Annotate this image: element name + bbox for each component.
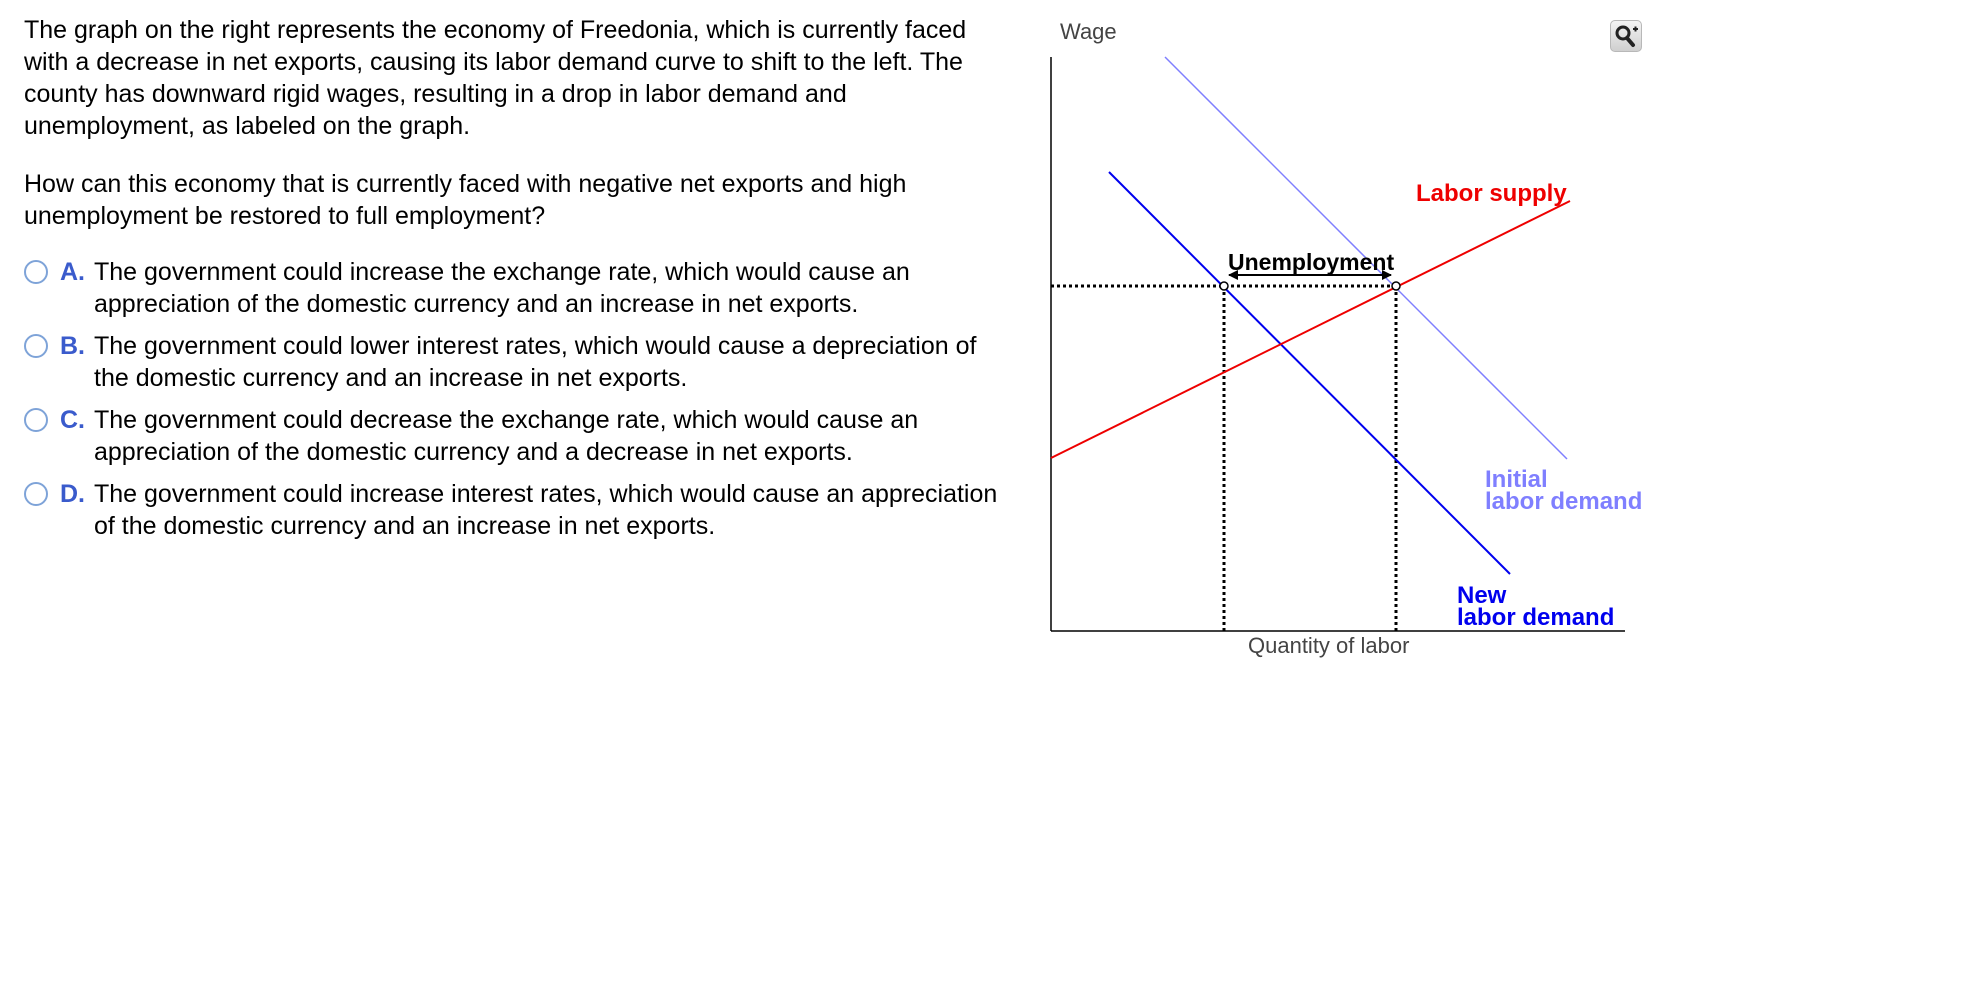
new-demand-point: [1220, 282, 1228, 290]
choice-a[interactable]: [24, 256, 1004, 320]
radio-button-c[interactable]: [24, 408, 48, 432]
new-demand-label-line-1: New: [1457, 582, 1507, 609]
new-demand-label-line-2: labor demand: [1457, 604, 1615, 631]
labor-market-graph: [1030, 0, 1720, 680]
choice-d[interactable]: [24, 478, 1004, 542]
choice-letter-c: C.: [60, 406, 85, 434]
zoom-button[interactable]: [1610, 20, 1642, 52]
choice-b[interactable]: [24, 330, 1004, 394]
choice-text-b[interactable]: The government could lower interest rates, which would cause a depreciation of the domestic currency and an increase in net exports.: [94, 332, 977, 392]
radio-button-a[interactable]: [24, 260, 48, 284]
choice-c[interactable]: [24, 404, 1004, 468]
y-axis-label: Wage: [1060, 19, 1117, 44]
x-axis-label: Quantity of labor: [1248, 633, 1410, 658]
unemployment-label: Unemployment: [1228, 249, 1395, 275]
choice-letter-a: A.: [60, 258, 85, 286]
radio-button-d[interactable]: [24, 482, 48, 506]
radio-button-b[interactable]: [24, 334, 48, 358]
new-labor-demand-curve: [1109, 172, 1510, 574]
question-stem-2: How can this economy that is currently faced with negative net exports and high unemployment be restored to full employment?: [24, 170, 907, 230]
choice-letter-b: B.: [60, 332, 85, 360]
question-stem-1: The graph on the right represents the economy of Freedonia, which is currently faced with a decrease in net exports, causing its labor demand curve to shift to the left. The county has downward rigid wages, resulting in a drop in labor demand and unemployment, as labeled on the graph.: [24, 16, 967, 140]
labor-supply-curve: [1051, 201, 1570, 458]
answer-choices: [24, 256, 1004, 542]
labor-supply-label: Labor supply: [1416, 180, 1567, 207]
initial-demand-label-line-2: labor demand: [1485, 488, 1643, 515]
magnifier-zoom-icon: [1611, 21, 1641, 51]
question-panel: [24, 14, 1004, 552]
choice-text-a[interactable]: The government could increase the exchange rate, which would cause an appreciation of the domestic currency and an increase in net exports.: [94, 258, 910, 318]
initial-demand-point: [1392, 282, 1400, 290]
choice-text-d[interactable]: The government could increase interest rates, which would cause an appreciation of the domestic currency and an increase in net exports.: [94, 480, 998, 540]
choice-letter-d: D.: [60, 480, 85, 508]
initial-demand-label-line-1: Initial: [1485, 466, 1548, 493]
choice-text-c[interactable]: The government could decrease the exchange rate, which would cause an appreciation of the domestic currency and a decrease in net exports.: [94, 406, 919, 466]
